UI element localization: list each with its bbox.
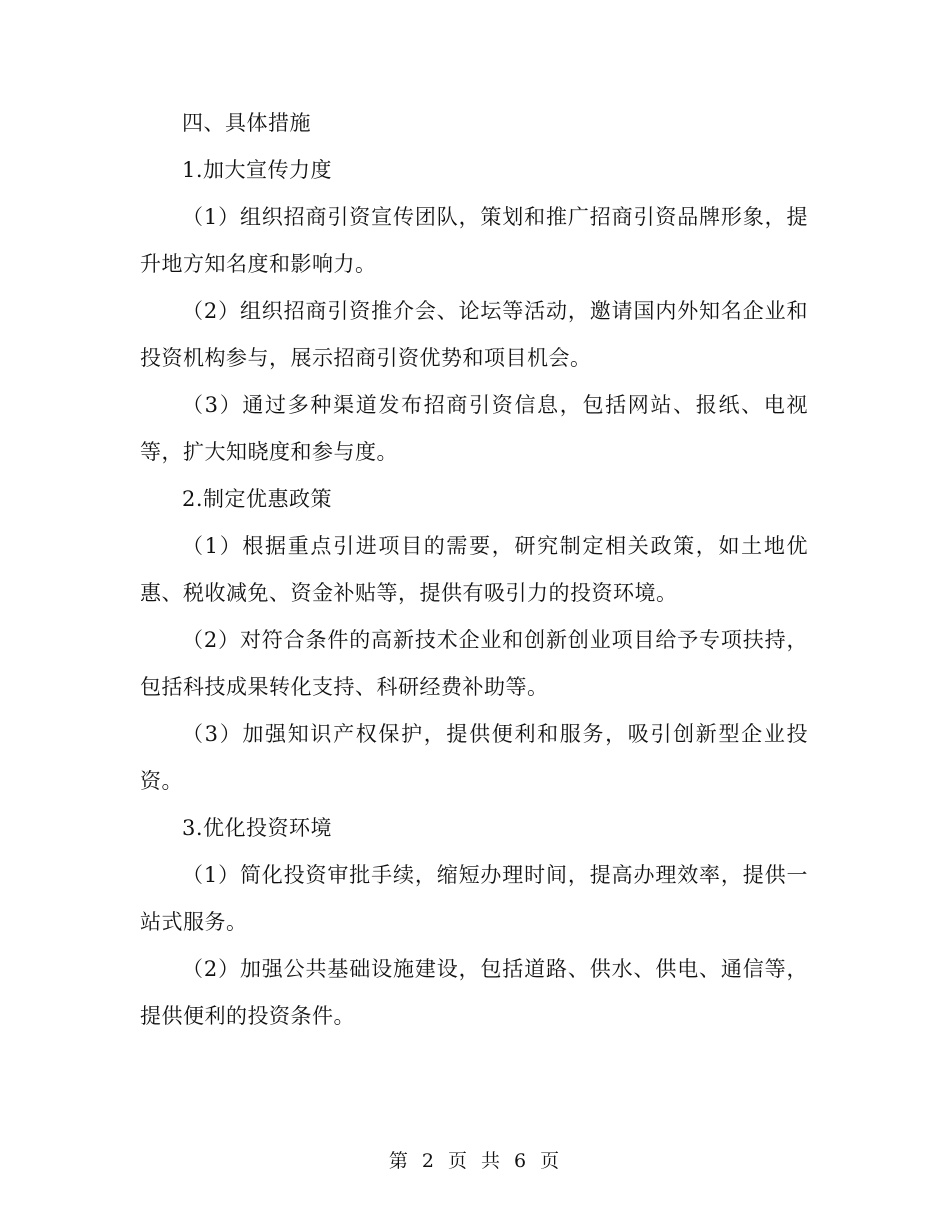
paragraph: （2）加强公共基础设施建设，包括道路、供水、供电、通信等，提供便利的投资条件。 — [140, 957, 808, 1028]
document-body — [140, 100, 808, 1040]
subsection-heading: 3.优化投资环境 — [182, 816, 333, 840]
subsection-heading: 1.加大宣传力度 — [182, 158, 333, 182]
paragraph: （2）对符合条件的高新技术企业和创新创业项目给予专项扶持，包括科技成果转化支持、科研经费补助等。 — [140, 628, 808, 699]
section-heading: 四、具体措施 — [182, 111, 311, 135]
paragraph: （2）组织招商引资推介会、论坛等活动，邀请国内外知名企业和投资机构参与，展示招商引资优势和项目机会。 — [140, 299, 808, 370]
page-number-footer: 第 2 页 共 6 页 — [388, 1150, 562, 1172]
paragraph: （3）加强知识产权保护，提供便利和服务，吸引创新型企业投资。 — [140, 722, 808, 793]
paragraph: （1）根据重点引进项目的需要，研究制定相关政策，如土地优惠、税收减免、资金补贴等，提供有吸引力的投资环境。 — [140, 534, 808, 605]
paragraph: （1）组织招商引资宣传团队，策划和推广招商引资品牌形象，提升地方知名度和影响力。 — [140, 205, 808, 276]
paragraph: （3）通过多种渠道发布招商引资信息，包括网站、报纸、电视等，扩大知晓度和参与度。 — [140, 393, 808, 464]
paragraph: （1）简化投资审批手续，缩短办理时间，提高办理效率，提供一站式服务。 — [140, 863, 808, 934]
subsection-heading: 2.制定优惠政策 — [182, 487, 333, 511]
